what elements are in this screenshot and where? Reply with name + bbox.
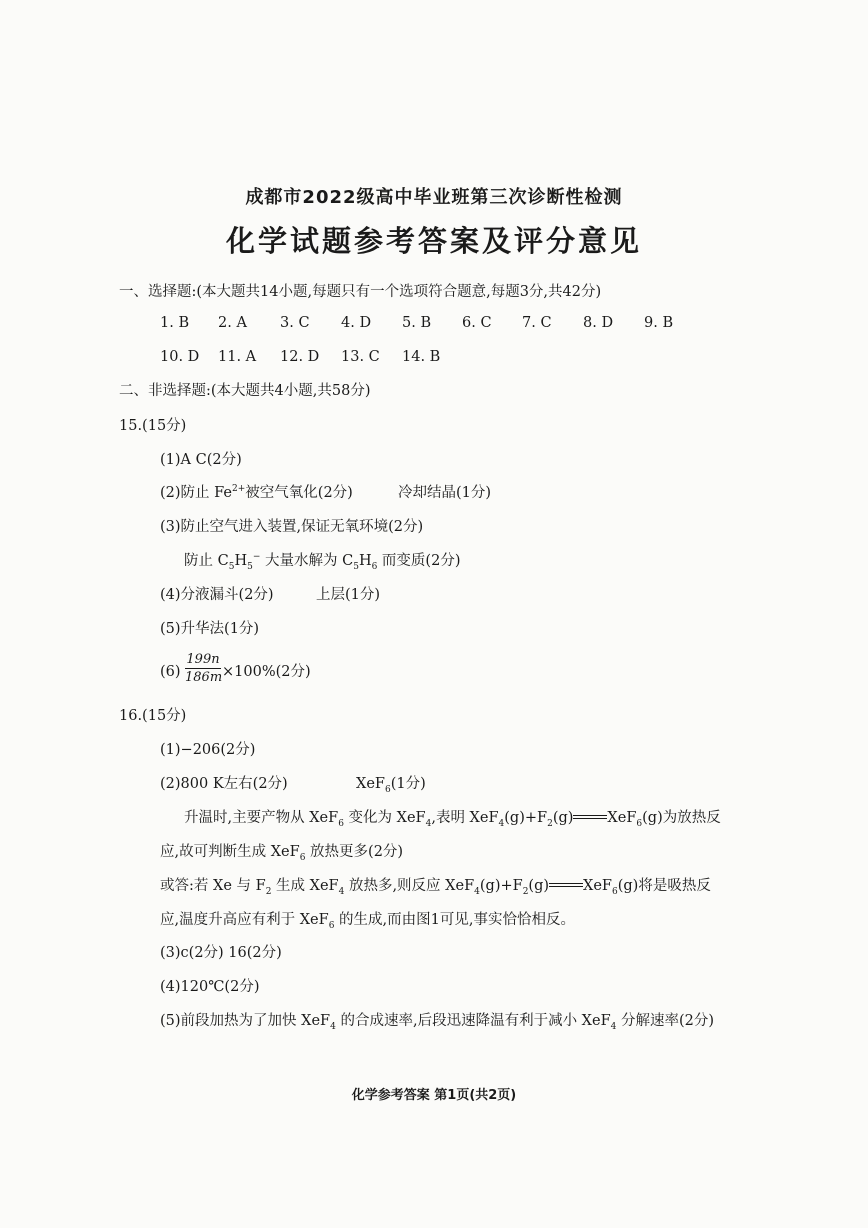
- q16-answer-4: (4)120℃(2分): [160, 979, 260, 995]
- answer-item: 8. D: [583, 315, 614, 331]
- mcq-answers-row1: [160, 315, 673, 331]
- mcq-answers-row2: [160, 349, 440, 365]
- answer-item: 11. A: [218, 349, 257, 365]
- answer-item: 6. C: [462, 315, 492, 331]
- section2-heading: 二、非选择题:(本大题共4小题,共58分): [119, 383, 371, 399]
- q15-heading: 15.(15分): [119, 418, 187, 434]
- q16-explanation-1: 升温时,主要产物从 XeF$_6$ 变化为 XeF$_4$,表明 $XeF_4(g)+F_2(g)$ XeF$_6$(g)为放热反: [184, 810, 721, 829]
- q15-answer-4: (4)分液漏斗(2分): [160, 587, 274, 603]
- equilibrium-arrow: [573, 813, 607, 823]
- answer-item: 3. C: [280, 315, 310, 331]
- q15-answer-3: (3)防止空气进入装置,保证无氧环境(2分): [160, 519, 424, 535]
- answer-item: 4. D: [341, 315, 372, 331]
- q15-answer-2: (2)防止 $Fe^{2+}$被空气氧化(2分): [160, 484, 353, 501]
- q16-answer-2: (2)800 K左右(2分): [160, 776, 288, 792]
- q15-answer-6-fraction: $\frac{199n}{186m}$: [185, 652, 223, 685]
- q16-answer-5: (5)前段加热为了加快 XeF$_4$ 的合成速率,后段迅速降温有利于减小 XeF$_4$ 分解速率(2分): [160, 1013, 715, 1032]
- q15-answer-4b: 上层(1分): [316, 587, 381, 603]
- q16-alt-answer-b: 应,温度升高应有利于 XeF$_6$ 的生成,而由图1可见,事实恰恰相反。: [160, 912, 575, 931]
- q15-answer-5: (5)升华法(1分): [160, 621, 260, 637]
- section1-heading: 一、选择题:(本大题共14小题,每题只有一个选项符合题意,每题3分,共42分): [119, 284, 602, 300]
- answer-item: 13. C: [341, 349, 380, 365]
- q16-explanation-1b: 应,故可判断生成 XeF$_6$ 放热更多(2分): [160, 844, 404, 863]
- q15-answer-3b: 防止 $C_5H_5^-$ 大量水解为 $C_5H_6$ 而变质(2分): [184, 552, 461, 572]
- page-title: 化学试题参考答案及评分意见: [225, 224, 642, 258]
- answer-item: 7. C: [522, 315, 552, 331]
- q16-answer-1: (1)−206(2分): [160, 742, 256, 758]
- answer-item: 5. B: [402, 315, 432, 331]
- answer-item: 9. B: [644, 315, 674, 331]
- q16-alt-answer: 或答:若 Xe 与 $F_2$ 生成 XeF$_4$ 放热多,则反应 $XeF_4(g)+F_2(g)$ XeF$_6$(g)将是吸热反: [160, 878, 711, 897]
- page-footer: 化学参考答案 第1页(共2页): [351, 1088, 517, 1103]
- q15-answer-6-label: (6): [160, 664, 181, 680]
- q15-answer-1: (1)A C(2分): [160, 452, 242, 468]
- q16-answer-2b: XeF$_6$(1分): [356, 776, 426, 795]
- exam-subtitle: 成都市2022级高中毕业班第三次诊断性检测: [245, 187, 623, 208]
- answer-item: 2. A: [218, 315, 247, 331]
- answer-item: 12. D: [280, 349, 320, 365]
- q16-heading: 16.(15分): [119, 708, 187, 724]
- answer-item: 14. B: [402, 349, 441, 365]
- q15-answer-2b: 冷却结晶(1分): [398, 485, 492, 501]
- answer-item: 10. D: [160, 349, 200, 365]
- q16-answer-3: (3)c(2分) 16(2分): [160, 945, 282, 961]
- q15-answer-6: ×100%(2分): [222, 664, 311, 680]
- answer-item: 1. B: [160, 315, 190, 331]
- equilibrium-arrow: [549, 881, 583, 891]
